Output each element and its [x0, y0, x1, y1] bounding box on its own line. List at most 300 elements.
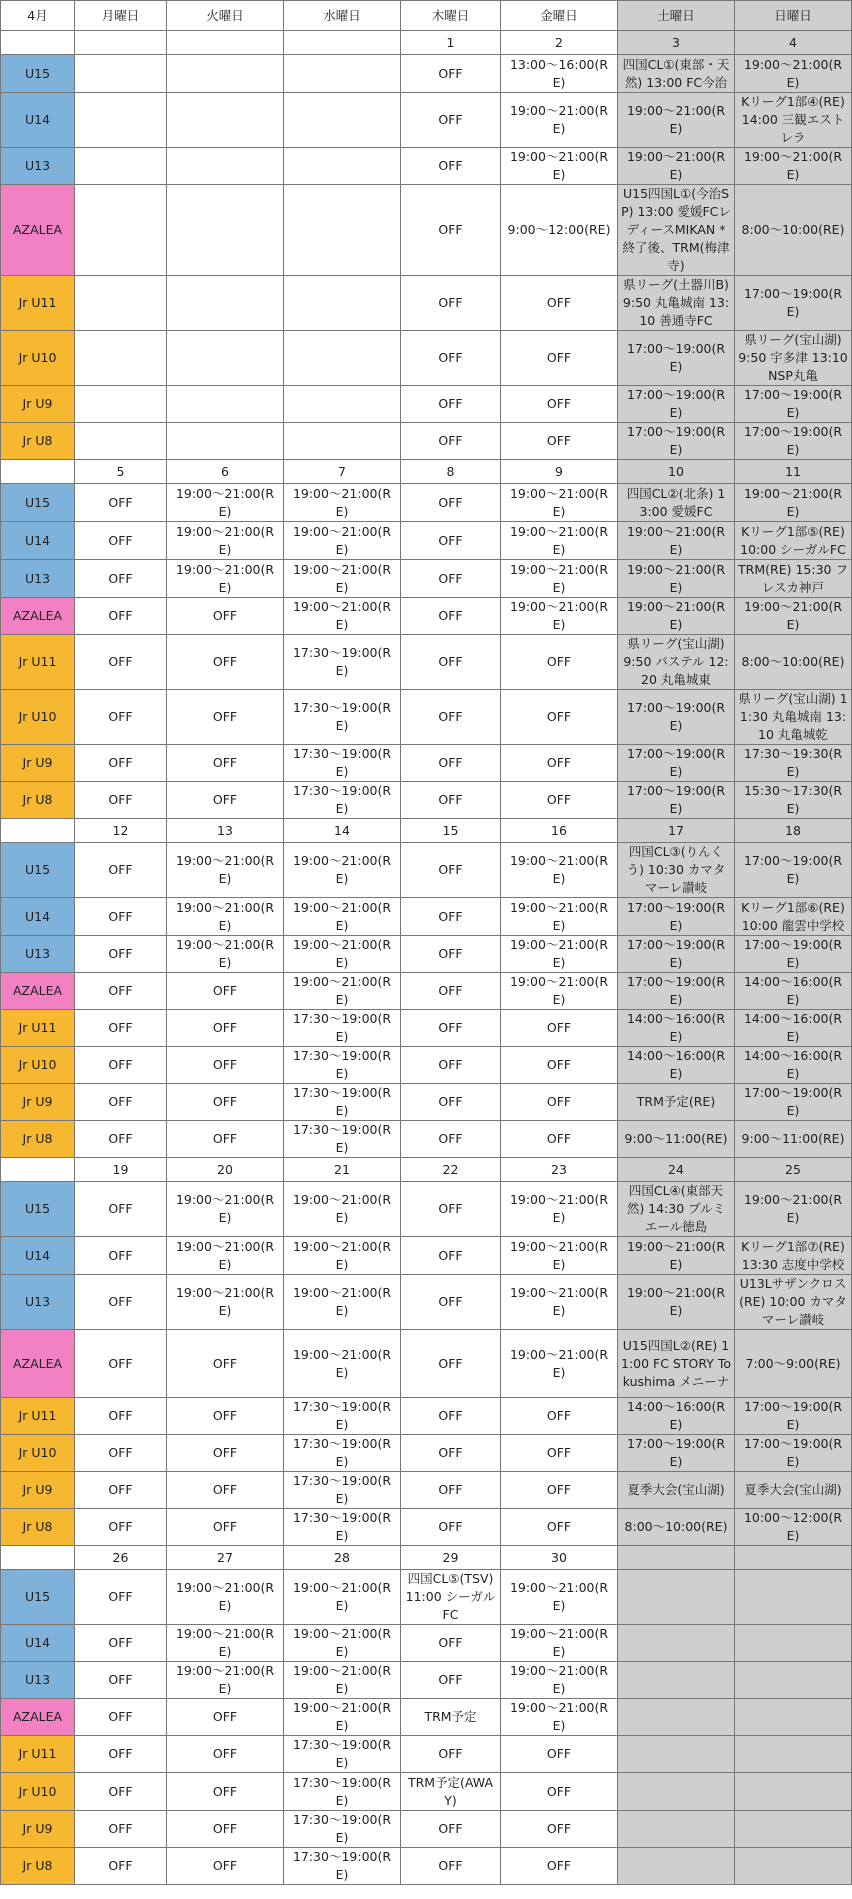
schedule-cell-wed: 19:00〜21:00(RE): [284, 973, 401, 1010]
team-label-jr-u10: Jr U10: [1, 1435, 75, 1472]
team-row: [1, 1398, 852, 1435]
schedule-cell-mon: OFF: [75, 484, 167, 522]
schedule-cell-sun: [735, 1736, 852, 1773]
schedule-cell-sat: TRM予定(RE): [618, 1084, 735, 1121]
schedule-cell-sat: 17:00〜19:00(RE): [618, 782, 735, 819]
team-row: [1, 386, 852, 423]
team-row: [1, 782, 852, 819]
schedule-cell-thu: OFF: [401, 276, 501, 331]
team-row: [1, 1736, 852, 1773]
date-cell-tue: 6: [167, 460, 284, 484]
schedule-cell-mon: [75, 423, 167, 460]
schedule-cell-mon: OFF: [75, 598, 167, 635]
date-cell-wed: 28: [284, 1546, 401, 1570]
schedule-cell-sun: 17:00〜19:00(RE): [735, 386, 852, 423]
schedule-cell-sun: [735, 1570, 852, 1625]
schedule-cell-tue: OFF: [167, 1773, 284, 1811]
schedule-cell-tue: OFF: [167, 690, 284, 745]
schedule-cell-sun: 14:00〜16:00(RE): [735, 1047, 852, 1084]
team-label-azalea: AZALEA: [1, 185, 75, 276]
weekday-header-sun: 日曜日: [735, 1, 852, 31]
schedule-cell-mon: OFF: [75, 1699, 167, 1736]
schedule-cell-thu: TRM予定: [401, 1699, 501, 1736]
date-cell-sat: 17: [618, 819, 735, 843]
schedule-cell-fri: 13:00〜16:00(RE): [501, 55, 618, 93]
team-row: [1, 1237, 852, 1275]
schedule-cell-tue: OFF: [167, 1010, 284, 1047]
schedule-cell-sun: 9:00〜11:00(RE): [735, 1121, 852, 1158]
schedule-cell-fri: OFF: [501, 1848, 618, 1885]
schedule-cell-wed: 17:30〜19:00(RE): [284, 1509, 401, 1546]
schedule-cell-wed: 17:30〜19:00(RE): [284, 1773, 401, 1811]
schedule-cell-mon: [75, 276, 167, 331]
schedule-cell-sun: Kリーグ1部⑥(RE) 10:00 龍雲中学校: [735, 898, 852, 936]
schedule-cell-sat: 県リーグ(土器川B) 9:50 丸亀城南 13:10 善通寺FC: [618, 276, 735, 331]
schedule-cell-fri: OFF: [501, 1472, 618, 1509]
date-cell-fri: 30: [501, 1546, 618, 1570]
schedule-cell-sat: 14:00〜16:00(RE): [618, 1398, 735, 1435]
date-cell-wed: 7: [284, 460, 401, 484]
team-row: [1, 898, 852, 936]
schedule-cell-sat: 17:00〜19:00(RE): [618, 690, 735, 745]
date-cell-sat: 10: [618, 460, 735, 484]
schedule-cell-mon: OFF: [75, 782, 167, 819]
schedule-cell-thu: OFF: [401, 1084, 501, 1121]
team-row: [1, 1699, 852, 1736]
team-row: [1, 560, 852, 598]
team-label-jr-u8: Jr U8: [1, 782, 75, 819]
schedule-cell-sat: 四国CL③(りんくう) 10:30 カマタマーレ讃岐: [618, 843, 735, 898]
team-label-azalea: AZALEA: [1, 973, 75, 1010]
schedule-cell-thu: OFF: [401, 1275, 501, 1330]
schedule-cell-wed: 17:30〜19:00(RE): [284, 1472, 401, 1509]
schedule-cell-sat: 四国CL②(北条) 13:00 愛媛FC: [618, 484, 735, 522]
team-label-azalea: AZALEA: [1, 598, 75, 635]
team-label-u14: U14: [1, 93, 75, 148]
schedule-cell-sat: U15四国L①(今治SP) 13:00 愛媛FCレディースMIKAN *終了後、TRM(梅津寺): [618, 185, 735, 276]
schedule-cell-tue: OFF: [167, 745, 284, 782]
schedule-cell-wed: 17:30〜19:00(RE): [284, 1811, 401, 1848]
schedule-cell-sun: 17:00〜19:00(RE): [735, 936, 852, 973]
schedule-cell-fri: 19:00〜21:00(RE): [501, 1570, 618, 1625]
schedule-cell-mon: OFF: [75, 1509, 167, 1546]
schedule-cell-sun: 8:00〜10:00(RE): [735, 635, 852, 690]
schedule-cell-tue: OFF: [167, 1509, 284, 1546]
date-cell-sun: [735, 1546, 852, 1570]
team-label-u14: U14: [1, 898, 75, 936]
schedule-cell-mon: [75, 331, 167, 386]
schedule-cell-thu: OFF: [401, 484, 501, 522]
team-row: [1, 973, 852, 1010]
schedule-cell-fri: OFF: [501, 635, 618, 690]
date-cell-sun: 18: [735, 819, 852, 843]
schedule-cell-fri: 19:00〜21:00(RE): [501, 93, 618, 148]
schedule-cell-tue: 19:00〜21:00(RE): [167, 1570, 284, 1625]
schedule-cell-mon: OFF: [75, 1811, 167, 1848]
schedule-cell-thu: OFF: [401, 1398, 501, 1435]
schedule-cell-sun: [735, 1848, 852, 1885]
schedule-cell-mon: OFF: [75, 1398, 167, 1435]
team-label-u13: U13: [1, 148, 75, 185]
schedule-cell-thu: 四国CL⑤(TSV) 11:00 シーガルFC: [401, 1570, 501, 1625]
schedule-cell-thu: OFF: [401, 936, 501, 973]
team-row: [1, 936, 852, 973]
date-cell-wed: [284, 31, 401, 55]
date-cell-fri: 23: [501, 1158, 618, 1182]
weekday-header-wed: 水曜日: [284, 1, 401, 31]
team-row: [1, 843, 852, 898]
schedule-cell-thu: OFF: [401, 598, 501, 635]
schedule-cell-tue: OFF: [167, 1811, 284, 1848]
team-row: [1, 1570, 852, 1625]
schedule-cell-tue: OFF: [167, 1398, 284, 1435]
team-row: [1, 1182, 852, 1237]
schedule-cell-wed: 17:30〜19:00(RE): [284, 1084, 401, 1121]
schedule-cell-sat: [618, 1570, 735, 1625]
schedule-cell-sun: 17:00〜19:00(RE): [735, 1398, 852, 1435]
schedule-cell-sat: 14:00〜16:00(RE): [618, 1010, 735, 1047]
team-row: [1, 1848, 852, 1885]
schedule-cell-wed: 19:00〜21:00(RE): [284, 1330, 401, 1398]
schedule-cell-sun: U13Lサザンクロス(RE) 10:00 カマタマーレ讃岐: [735, 1275, 852, 1330]
schedule-cell-mon: [75, 185, 167, 276]
schedule-cell-thu: OFF: [401, 1047, 501, 1084]
schedule-cell-wed: 19:00〜21:00(RE): [284, 560, 401, 598]
schedule-cell-thu: TRM予定(AWAY): [401, 1773, 501, 1811]
schedule-cell-tue: OFF: [167, 973, 284, 1010]
schedule-cell-tue: [167, 423, 284, 460]
schedule-cell-wed: 17:30〜19:00(RE): [284, 782, 401, 819]
schedule-cell-tue: 19:00〜21:00(RE): [167, 1237, 284, 1275]
week-label-cell: [1, 31, 75, 55]
date-cell-sat: 24: [618, 1158, 735, 1182]
schedule-cell-wed: 19:00〜21:00(RE): [284, 1237, 401, 1275]
schedule-cell-wed: [284, 331, 401, 386]
schedule-cell-fri: 19:00〜21:00(RE): [501, 1275, 618, 1330]
schedule-cell-mon: OFF: [75, 560, 167, 598]
month-label: 4月: [1, 1, 75, 31]
schedule-cell-fri: 19:00〜21:00(RE): [501, 936, 618, 973]
schedule-cell-thu: OFF: [401, 185, 501, 276]
schedule-cell-sun: 17:00〜19:00(RE): [735, 1084, 852, 1121]
schedule-cell-wed: 17:30〜19:00(RE): [284, 1736, 401, 1773]
schedule-cell-mon: OFF: [75, 1435, 167, 1472]
team-row: [1, 55, 852, 93]
date-cell-thu: 22: [401, 1158, 501, 1182]
schedule-cell-mon: OFF: [75, 1570, 167, 1625]
team-row: [1, 148, 852, 185]
team-row: [1, 185, 852, 276]
schedule-cell-wed: 19:00〜21:00(RE): [284, 1570, 401, 1625]
schedule-cell-sun: [735, 1699, 852, 1736]
schedule-cell-mon: OFF: [75, 1330, 167, 1398]
team-row: [1, 423, 852, 460]
schedule-cell-sat: [618, 1625, 735, 1662]
schedule-cell-fri: OFF: [501, 1773, 618, 1811]
schedule-cell-wed: [284, 55, 401, 93]
schedule-cell-sat: 19:00〜21:00(RE): [618, 93, 735, 148]
schedule-cell-mon: OFF: [75, 898, 167, 936]
schedule-cell-sat: 県リーグ(宝山湖) 9:50 パステル 12:20 丸亀城東: [618, 635, 735, 690]
team-label-jr-u9: Jr U9: [1, 386, 75, 423]
team-label-jr-u10: Jr U10: [1, 1773, 75, 1811]
schedule-cell-tue: 19:00〜21:00(RE): [167, 522, 284, 560]
schedule-cell-tue: [167, 386, 284, 423]
team-row: [1, 276, 852, 331]
schedule-cell-tue: OFF: [167, 1435, 284, 1472]
weekday-header-thu: 木曜日: [401, 1, 501, 31]
schedule-cell-wed: [284, 93, 401, 148]
schedule-cell-thu: OFF: [401, 1811, 501, 1848]
schedule-cell-thu: OFF: [401, 690, 501, 745]
schedule-cell-mon: OFF: [75, 522, 167, 560]
schedule-cell-sun: 17:00〜19:00(RE): [735, 1435, 852, 1472]
schedule-cell-sun: [735, 1662, 852, 1699]
schedule-cell-mon: [75, 93, 167, 148]
schedule-cell-mon: [75, 55, 167, 93]
schedule-cell-thu: OFF: [401, 1509, 501, 1546]
schedule-cell-fri: OFF: [501, 745, 618, 782]
team-row: [1, 1047, 852, 1084]
team-label-jr-u11: Jr U11: [1, 1010, 75, 1047]
team-label-jr-u8: Jr U8: [1, 423, 75, 460]
team-row: [1, 522, 852, 560]
schedule-cell-fri: 19:00〜21:00(RE): [501, 1625, 618, 1662]
team-row: [1, 93, 852, 148]
schedule-cell-fri: OFF: [501, 782, 618, 819]
schedule-cell-fri: OFF: [501, 690, 618, 745]
schedule-cell-sat: 四国CL①(東部・天然) 13:00 FC今治: [618, 55, 735, 93]
team-row: [1, 1121, 852, 1158]
team-label-jr-u9: Jr U9: [1, 1811, 75, 1848]
schedule-cell-tue: OFF: [167, 1047, 284, 1084]
week-date-row: [1, 1158, 852, 1182]
schedule-cell-tue: OFF: [167, 1848, 284, 1885]
schedule-cell-thu: OFF: [401, 1435, 501, 1472]
date-cell-sat: 3: [618, 31, 735, 55]
schedule-cell-mon: OFF: [75, 1047, 167, 1084]
schedule-cell-sun: Kリーグ1部⑤(RE) 10:00 シーガルFC: [735, 522, 852, 560]
date-cell-fri: 2: [501, 31, 618, 55]
team-row: [1, 1509, 852, 1546]
schedule-cell-thu: OFF: [401, 635, 501, 690]
schedule-cell-fri: 19:00〜21:00(RE): [501, 1699, 618, 1736]
schedule-cell-fri: 19:00〜21:00(RE): [501, 1237, 618, 1275]
team-label-jr-u10: Jr U10: [1, 331, 75, 386]
schedule-cell-sat: 14:00〜16:00(RE): [618, 1047, 735, 1084]
schedule-cell-thu: OFF: [401, 1662, 501, 1699]
date-cell-sun: 4: [735, 31, 852, 55]
team-label-u15: U15: [1, 55, 75, 93]
team-label-jr-u8: Jr U8: [1, 1121, 75, 1158]
schedule-cell-wed: 19:00〜21:00(RE): [284, 1275, 401, 1330]
weekday-header-sat: 土曜日: [618, 1, 735, 31]
date-cell-mon: 5: [75, 460, 167, 484]
week-date-row: [1, 460, 852, 484]
schedule-cell-tue: OFF: [167, 635, 284, 690]
schedule-cell-sat: 17:00〜19:00(RE): [618, 936, 735, 973]
schedule-cell-tue: [167, 331, 284, 386]
schedule-cell-tue: OFF: [167, 1121, 284, 1158]
schedule-cell-wed: 19:00〜21:00(RE): [284, 936, 401, 973]
schedule-cell-sat: 17:00〜19:00(RE): [618, 1435, 735, 1472]
schedule-cell-thu: OFF: [401, 1625, 501, 1662]
schedule-cell-sun: 10:00〜12:00(RE): [735, 1509, 852, 1546]
schedule-cell-thu: OFF: [401, 93, 501, 148]
date-cell-mon: 19: [75, 1158, 167, 1182]
schedule-cell-fri: OFF: [501, 276, 618, 331]
schedule-cell-sun: 県リーグ(宝山湖) 9:50 宇多津 13:10 NSP丸亀: [735, 331, 852, 386]
schedule-cell-sun: TRM(RE) 15:30 フレスカ神戸: [735, 560, 852, 598]
team-label-u15: U15: [1, 484, 75, 522]
schedule-cell-tue: OFF: [167, 1736, 284, 1773]
schedule-cell-mon: OFF: [75, 1010, 167, 1047]
date-cell-tue: 27: [167, 1546, 284, 1570]
schedule-cell-fri: 19:00〜21:00(RE): [501, 973, 618, 1010]
schedule-cell-thu: OFF: [401, 1848, 501, 1885]
schedule-cell-fri: OFF: [501, 386, 618, 423]
date-cell-mon: [75, 31, 167, 55]
schedule-cell-wed: 19:00〜21:00(RE): [284, 1182, 401, 1237]
schedule-cell-thu: OFF: [401, 1010, 501, 1047]
team-label-jr-u11: Jr U11: [1, 1398, 75, 1435]
team-row: [1, 690, 852, 745]
schedule-cell-sun: [735, 1811, 852, 1848]
schedule-cell-mon: OFF: [75, 1662, 167, 1699]
schedule-cell-tue: [167, 93, 284, 148]
team-row: [1, 1010, 852, 1047]
team-row: [1, 1275, 852, 1330]
schedule-cell-thu: OFF: [401, 560, 501, 598]
team-row: [1, 484, 852, 522]
schedule-cell-sat: 19:00〜21:00(RE): [618, 148, 735, 185]
schedule-cell-wed: [284, 276, 401, 331]
schedule-cell-tue: 19:00〜21:00(RE): [167, 936, 284, 973]
schedule-cell-wed: [284, 148, 401, 185]
schedule-cell-fri: OFF: [501, 1435, 618, 1472]
schedule-cell-sun: 19:00〜21:00(RE): [735, 148, 852, 185]
schedule-cell-sat: 19:00〜21:00(RE): [618, 598, 735, 635]
schedule-cell-wed: 17:30〜19:00(RE): [284, 635, 401, 690]
team-label-u13: U13: [1, 560, 75, 598]
schedule-cell-wed: 17:30〜19:00(RE): [284, 1848, 401, 1885]
schedule-cell-sun: Kリーグ1部④(RE) 14:00 三観エストレラ: [735, 93, 852, 148]
team-row: [1, 1811, 852, 1848]
schedule-cell-mon: OFF: [75, 1472, 167, 1509]
schedule-cell-sat: 17:00〜19:00(RE): [618, 331, 735, 386]
schedule-cell-wed: [284, 386, 401, 423]
schedule-cell-thu: OFF: [401, 331, 501, 386]
date-cell-tue: 20: [167, 1158, 284, 1182]
team-label-jr-u9: Jr U9: [1, 1472, 75, 1509]
schedule-cell-thu: OFF: [401, 1237, 501, 1275]
schedule-cell-thu: OFF: [401, 973, 501, 1010]
team-label-u14: U14: [1, 522, 75, 560]
schedule-cell-sat: [618, 1662, 735, 1699]
team-label-u14: U14: [1, 1237, 75, 1275]
date-cell-thu: 15: [401, 819, 501, 843]
schedule-cell-tue: OFF: [167, 1472, 284, 1509]
schedule-cell-sat: 四国CL④(東部天然) 14:30 プルミエール徳島: [618, 1182, 735, 1237]
team-label-jr-u9: Jr U9: [1, 1084, 75, 1121]
schedule-cell-thu: OFF: [401, 522, 501, 560]
schedule-cell-fri: OFF: [501, 1509, 618, 1546]
team-label-u15: U15: [1, 843, 75, 898]
schedule-cell-wed: 19:00〜21:00(RE): [284, 598, 401, 635]
schedule-cell-fri: 19:00〜21:00(RE): [501, 1330, 618, 1398]
team-row: [1, 745, 852, 782]
team-label-jr-u9: Jr U9: [1, 745, 75, 782]
schedule-cell-fri: 19:00〜21:00(RE): [501, 843, 618, 898]
date-cell-thu: 1: [401, 31, 501, 55]
team-row: [1, 635, 852, 690]
date-cell-sat: [618, 1546, 735, 1570]
schedule-cell-fri: 19:00〜21:00(RE): [501, 560, 618, 598]
schedule-cell-mon: OFF: [75, 1084, 167, 1121]
schedule-cell-thu: OFF: [401, 1182, 501, 1237]
schedule-cell-fri: 19:00〜21:00(RE): [501, 522, 618, 560]
schedule-cell-tue: OFF: [167, 1084, 284, 1121]
schedule-cell-sun: 19:00〜21:00(RE): [735, 484, 852, 522]
team-label-jr-u8: Jr U8: [1, 1848, 75, 1885]
schedule-cell-mon: OFF: [75, 635, 167, 690]
schedule-cell-mon: OFF: [75, 690, 167, 745]
schedule-cell-sat: U15四国L②(RE) 11:00 FC STORY Tokushima メニーナ: [618, 1330, 735, 1398]
schedule-cell-fri: 19:00〜21:00(RE): [501, 598, 618, 635]
week-label-cell: [1, 1546, 75, 1570]
date-cell-thu: 8: [401, 460, 501, 484]
team-label-jr-u10: Jr U10: [1, 1047, 75, 1084]
schedule-cell-fri: 19:00〜21:00(RE): [501, 148, 618, 185]
date-cell-sun: 25: [735, 1158, 852, 1182]
date-cell-fri: 9: [501, 460, 618, 484]
schedule-cell-sun: 19:00〜21:00(RE): [735, 1182, 852, 1237]
schedule-cell-thu: OFF: [401, 898, 501, 936]
schedule-cell-fri: 19:00〜21:00(RE): [501, 898, 618, 936]
team-label-u15: U15: [1, 1182, 75, 1237]
schedule-cell-sat: [618, 1699, 735, 1736]
team-row: [1, 1625, 852, 1662]
schedule-cell-tue: [167, 185, 284, 276]
team-row: [1, 1773, 852, 1811]
schedule-cell-fri: OFF: [501, 1084, 618, 1121]
schedule-cell-wed: 19:00〜21:00(RE): [284, 522, 401, 560]
schedule-cell-thu: OFF: [401, 1472, 501, 1509]
schedule-cell-fri: 9:00〜12:00(RE): [501, 185, 618, 276]
team-label-jr-u11: Jr U11: [1, 276, 75, 331]
weekday-header-fri: 金曜日: [501, 1, 618, 31]
team-label-u13: U13: [1, 936, 75, 973]
schedule-cell-mon: OFF: [75, 936, 167, 973]
schedule-cell-sat: [618, 1736, 735, 1773]
schedule-cell-sun: 17:00〜19:00(RE): [735, 423, 852, 460]
date-cell-wed: 21: [284, 1158, 401, 1182]
schedule-cell-wed: 17:30〜19:00(RE): [284, 1121, 401, 1158]
team-row: [1, 1330, 852, 1398]
schedule-cell-sat: [618, 1848, 735, 1885]
team-label-u15: U15: [1, 1570, 75, 1625]
team-label-jr-u11: Jr U11: [1, 1736, 75, 1773]
team-label-jr-u11: Jr U11: [1, 635, 75, 690]
schedule-cell-tue: 19:00〜21:00(RE): [167, 898, 284, 936]
schedule-cell-tue: 19:00〜21:00(RE): [167, 1275, 284, 1330]
schedule-cell-thu: OFF: [401, 1736, 501, 1773]
schedule-cell-sun: Kリーグ1部⑦(RE) 13:30 志度中学校: [735, 1237, 852, 1275]
schedule-cell-fri: OFF: [501, 1121, 618, 1158]
weekday-header-tue: 火曜日: [167, 1, 284, 31]
schedule-cell-tue: 19:00〜21:00(RE): [167, 1182, 284, 1237]
schedule-cell-sun: 17:30〜19:30(RE): [735, 745, 852, 782]
